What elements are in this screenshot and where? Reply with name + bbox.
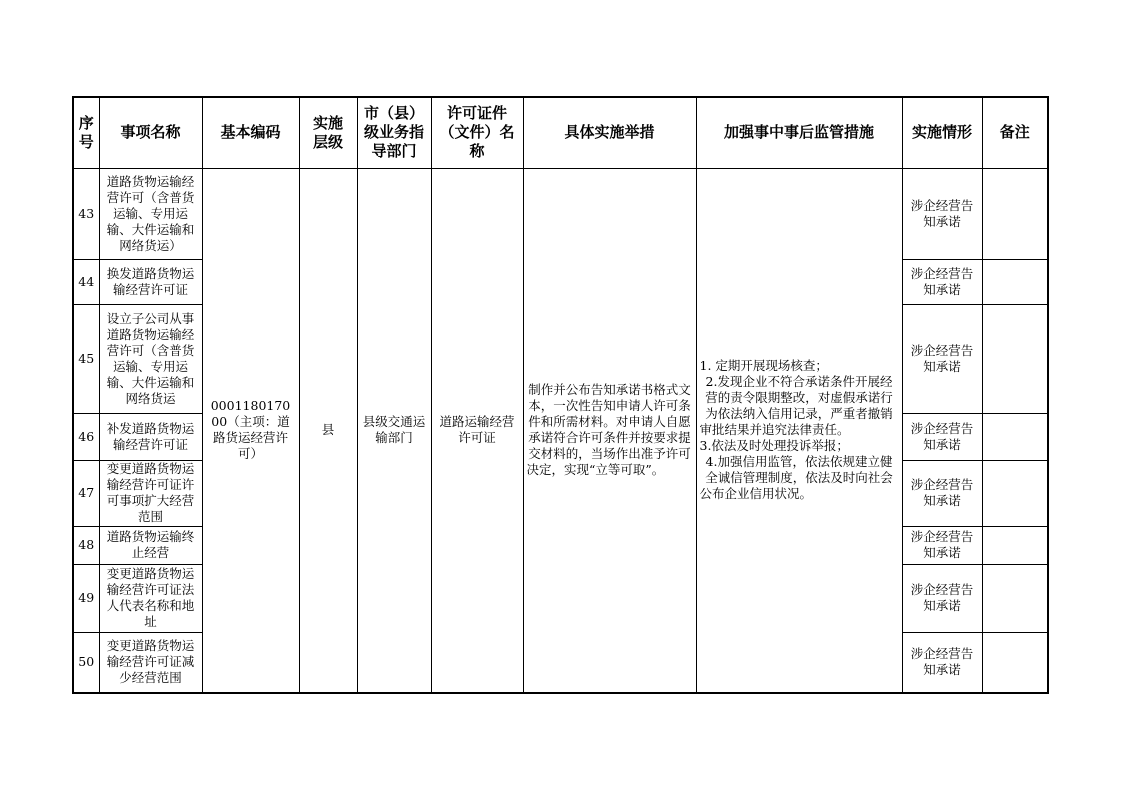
basic-code: 000118017000（主项：道路货运经营许可） [202,168,299,693]
row-seq: 48 [73,526,99,564]
supervision-item: 3.依法及时处理投诉举报； [699,438,849,454]
row-remark [982,460,1048,526]
row-name: 道路货物运输终止经营 [99,526,202,564]
header-status: 实施情形 [902,97,982,168]
header-license: 许可证件（文件）名称 [431,97,523,168]
header-code: 基本编码 [202,97,299,168]
row-remark [982,526,1048,564]
row-remark [982,259,1048,304]
row-seq: 47 [73,460,99,526]
supervision-item: 1. 定期开展现场核查； [699,358,828,374]
row-status: 涉企经营告知承诺 [902,304,982,413]
row-remark [982,168,1048,259]
header-name: 事项名称 [99,97,202,168]
row-name: 换发道路货物运输经营许可证 [99,259,202,304]
supervision-measures [696,168,902,693]
row-seq: 46 [73,413,99,460]
header-seq: 序号 [73,97,99,168]
row-status: 涉企经营告知承诺 [902,460,982,526]
row-name: 道路货物运输经营许可（含普货运输、专用运输、大件运输和网络货运） [99,168,202,259]
row-status: 涉企经营告知承诺 [902,168,982,259]
row-seq: 45 [73,304,99,413]
row-name: 变更道路货物运输经营许可证许可事项扩大经营范围 [99,460,202,526]
header-level: 实施层级 [299,97,357,168]
items-table [72,96,1049,694]
row-status: 涉企经营告知承诺 [902,632,982,693]
row-remark [982,413,1048,460]
row-name: 变更道路货物运输经营许可证减少经营范围 [99,632,202,693]
impl-level: 县 [299,168,357,693]
row-remark [982,632,1048,693]
guidance-dept: 县级交通运输部门 [357,168,431,693]
row-seq: 43 [73,168,99,259]
row-name: 设立子公司从事道路货物运输经营许可（含普货运输、专用运输、大件运输和网络货运 [99,304,202,413]
row-name: 变更道路货物运输经营许可证法人代表名称和地址 [99,564,202,632]
row-seq: 44 [73,259,99,304]
row-remark [982,304,1048,413]
supervision-item: 2.发现企业不符合承诺条件开展经营的责令限期整改，对虚假承诺行为依法纳入信用记录，严重者撤销审批结果并追究法律责任。 [699,374,893,438]
row-status: 涉企经营告知承诺 [902,413,982,460]
row-name: 补发道路货物运输经营许可证 [99,413,202,460]
implementation-measures: 制作并公布告知承诺书格式文本，一次性告知申请人许可条件和所需材料。对申请人自愿承诺符合许可条件并按要求提交材料的，当场作出准予许可决定，实现“立等可取”。 [523,168,696,693]
row-status: 涉企经营告知承诺 [902,259,982,304]
header-dept: 市（县）级业务指导部门 [357,97,431,168]
row-status: 涉企经营告知承诺 [902,564,982,632]
row-remark [982,564,1048,632]
header-measures: 具体实施举措 [523,97,696,168]
header-supervision: 加强事中事后监管措施 [696,97,902,168]
table-row [73,168,1048,259]
row-seq: 49 [73,564,99,632]
supervision-item: 4.加强信用监管，依法依规建立健全诚信管理制度，依法及时向社会公布企业信用状况。 [699,454,893,502]
row-status: 涉企经营告知承诺 [902,526,982,564]
row-seq: 50 [73,632,99,693]
header-row [73,97,1048,168]
license-name: 道路运输经营许可证 [431,168,523,693]
header-remark: 备注 [982,97,1048,168]
